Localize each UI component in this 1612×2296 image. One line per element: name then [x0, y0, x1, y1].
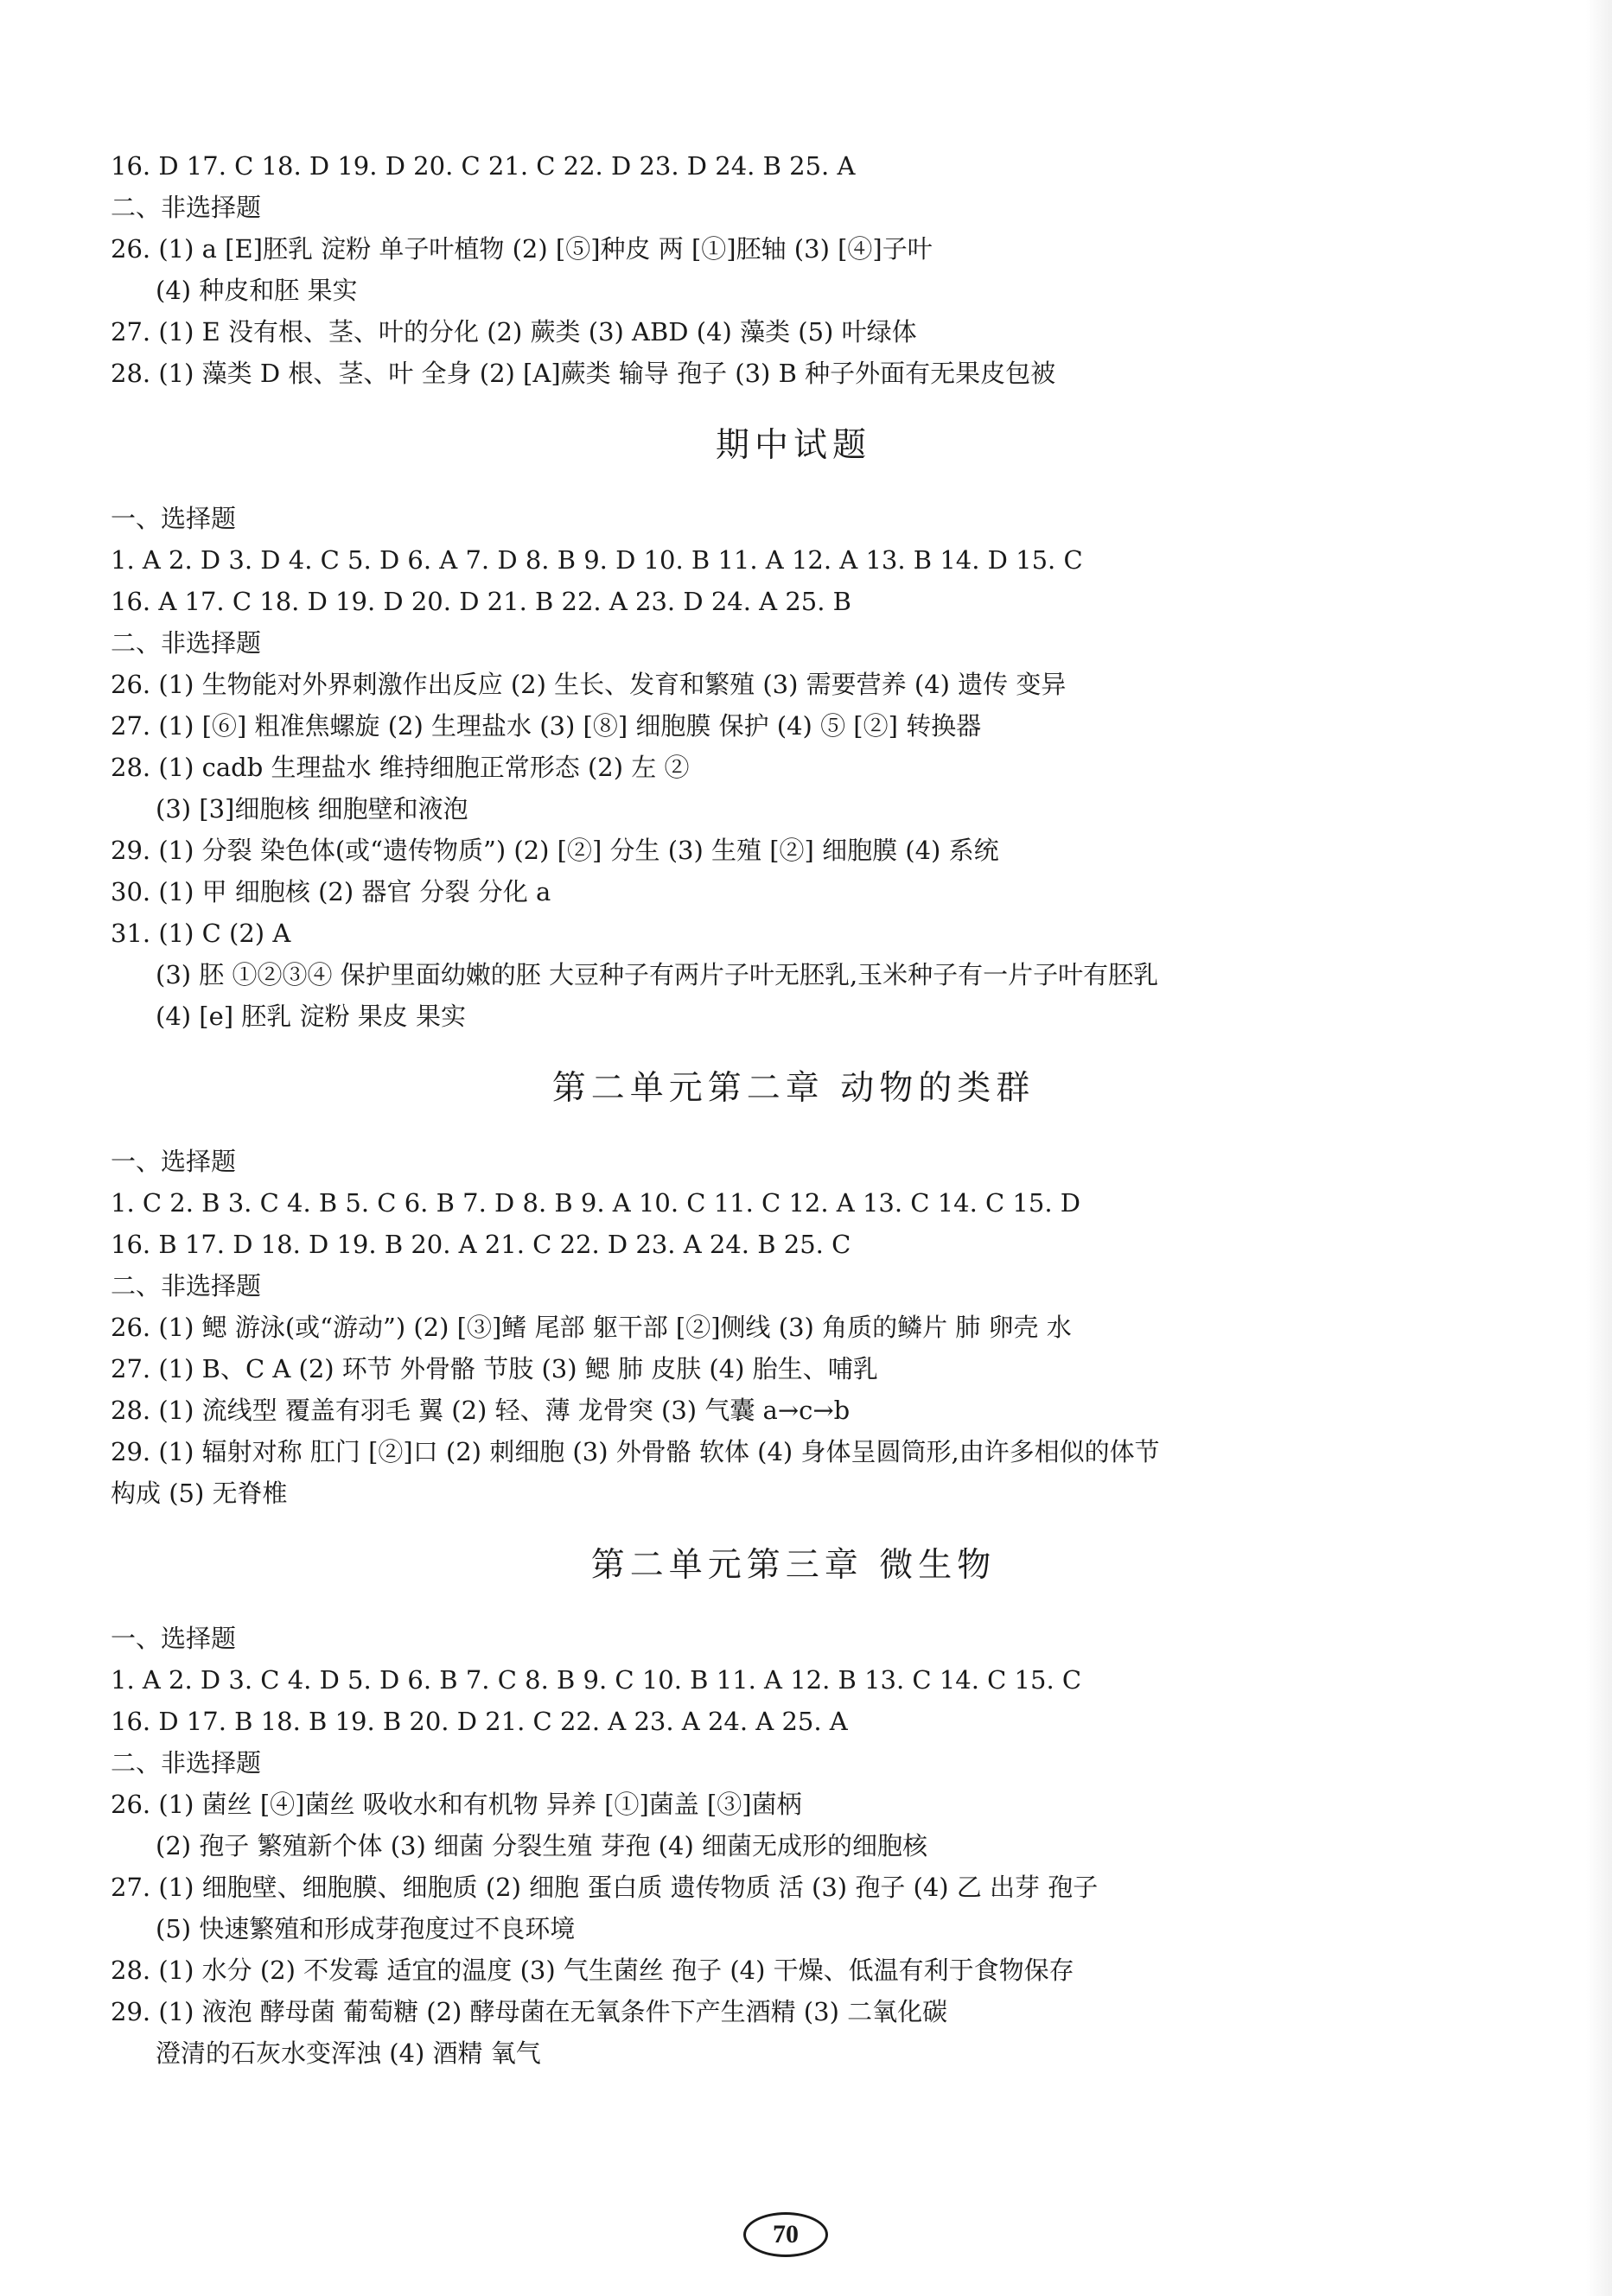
answer-line: 1. C 2. B 3. C 4. B 5. C 6. B 7. D 8. B 9. A 10. C 11. C 12. A 13. C 14. C 15. D [111, 1188, 1081, 1218]
chapter-title-animals: 第二单元第二章 动物的类群 [551, 1069, 1035, 1108]
answer-line: 1. A 2. D 3. C 4. D 5. D 6. B 7. C 8. B 9. C 10. B 11. A 12. B 13. C 14. C 15. C [111, 1665, 1082, 1695]
answer-line: 26. (1) 生物能对外界刺激作出反应 (2) 生长、发育和繁殖 (3) 需要营养 (4) 遗传 变异 [111, 670, 1067, 699]
section-heading: 一、选择题 [111, 504, 237, 533]
answer-line: 澄清的石灰水变浑浊 (4) 酒精 氧气 [156, 2038, 541, 2068]
section-heading: 二、非选择题 [111, 193, 262, 222]
answer-line: 16. D 17. C 18. D 19. D 20. C 21. C 22. D 23. D 24. B 25. A [111, 151, 856, 181]
answer-line: 16. A 17. C 18. D 19. D 20. D 21. B 22. A 23. D 24. A 25. B [111, 587, 851, 616]
answer-line: (3) 胚 ①②③④ 保护里面幼嫩的胚 大豆种子有两片子叶无胚乳,玉米种子有一片子叶有胚乳 [156, 960, 1159, 989]
section-heading: 二、非选择题 [111, 1271, 262, 1301]
answer-line: 27. (1) [⑥] 粗准焦螺旋 (2) 生理盐水 (3) [⑧] 细胞膜 保护 (4) ⑤ [②] 转换器 [111, 711, 982, 741]
chapter-title-midterm: 期中试题 [715, 426, 871, 465]
answer-line: 28. (1) 水分 (2) 不发霉 适宜的温度 (3) 气生菌丝 孢子 (4) 干燥、低温有利于食物保存 [111, 1956, 1074, 1985]
answer-line: 26. (1) 菌丝 [④]菌丝 吸收水和有机物 异养 [①]菌盖 [③]菌柄 [111, 1790, 802, 1819]
answer-line: (2) 孢子 繁殖新个体 (3) 细菌 分裂生殖 芽孢 (4) 细菌无成形的细胞核 [156, 1831, 927, 1860]
answer-line: 29. (1) 分裂 染色体(或“遗传物质”) (2) [②] 分生 (3) 生殖 [②] 细胞膜 (4) 系统 [111, 836, 999, 865]
answer-key-content [111, 145, 1476, 2074]
page-number-badge: 70 [743, 2212, 828, 2257]
section-heading: 二、非选择题 [111, 1748, 262, 1778]
answer-line: 29. (1) 液泡 酵母菌 葡萄糖 (2) 酵母菌在无氧条件下产生酒精 (3) 二氧化碳 [111, 1997, 948, 2026]
answer-line: 28. (1) 流线型 覆盖有羽毛 翼 (2) 轻、薄 龙骨突 (3) 气囊 a→c→b [111, 1396, 851, 1425]
answer-line: 28. (1) cadb 生理盐水 维持细胞正常形态 (2) 左 ② [111, 753, 690, 782]
answer-line: 16. B 17. D 18. D 19. B 20. A 21. C 22. D 23. A 24. B 25. C [111, 1230, 851, 1259]
answer-line: 27. (1) B、C A (2) 环节 外骨骼 节肢 (3) 鳃 肺 皮肤 (4) 胎生、哺乳 [111, 1354, 878, 1383]
answer-line: (3) [3]细胞核 细胞壁和液泡 [156, 794, 468, 824]
section-heading: 一、选择题 [111, 1624, 237, 1653]
answer-line: 30. (1) 甲 细胞核 (2) 器官 分裂 分化 a [111, 877, 551, 906]
page-edge-shadow [1586, 0, 1612, 2296]
answer-line: 16. D 17. B 18. B 19. B 20. D 21. C 22. A 23. A 24. A 25. A [111, 1707, 848, 1736]
answer-line: 1. A 2. D 3. D 4. C 5. D 6. A 7. D 8. B 9. D 10. B 11. A 12. A 13. B 14. D 15. C [111, 545, 1083, 575]
chapter-title-microbes: 第二单元第三章 微生物 [590, 1546, 997, 1585]
answer-line: (4) 种皮和胚 果实 [156, 276, 358, 305]
section-heading: 一、选择题 [111, 1147, 237, 1176]
answer-line: (4) [e] 胚乳 淀粉 果皮 果实 [156, 1002, 466, 1031]
section-heading: 二、非选择题 [111, 628, 262, 658]
answer-line: 27. (1) E 没有根、茎、叶的分化 (2) 蕨类 (3) ABD (4) 藻类 (5) 叶绿体 [111, 317, 917, 347]
answer-line: 29. (1) 辐射对称 肛门 [②]口 (2) 刺细胞 (3) 外骨骼 软体 (4) 身体呈圆筒形,由许多相似的体节 [111, 1437, 1160, 1466]
answer-line: 构成 (5) 无脊椎 [111, 1479, 288, 1508]
answer-line: (5) 快速繁殖和形成芽孢度过不良环境 [156, 1914, 576, 1943]
answer-line: 26. (1) a [E]胚乳 淀粉 单子叶植物 (2) [⑤]种皮 两 [①]胚轴 (3) [④]子叶 [111, 234, 933, 264]
answer-line: 27. (1) 细胞壁、细胞膜、细胞质 (2) 细胞 蛋白质 遗传物质 活 (3) 孢子 (4) 乙 出芽 孢子 [111, 1873, 1099, 1902]
answer-line: 26. (1) 鳃 游泳(或“游动”) (2) [③]鳍 尾部 躯干部 [②]侧线 (3) 角质的鳞片 肺 卵壳 水 [111, 1313, 1072, 1342]
answer-line: 31. (1) C (2) A [111, 919, 291, 948]
answer-line: 28. (1) 藻类 D 根、茎、叶 全身 (2) [A]蕨类 输导 孢子 (3) B 种子外面有无果皮包被 [111, 359, 1056, 388]
